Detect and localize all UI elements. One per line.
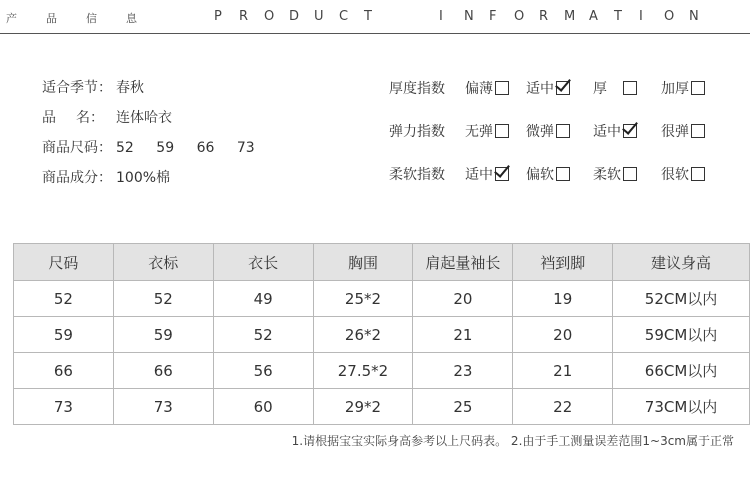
- table-cell: 60: [213, 389, 313, 425]
- table-cell: 25*2: [313, 281, 413, 317]
- header-en-char: T: [364, 9, 372, 24]
- material-label: 商品成分：: [42, 170, 112, 186]
- footnote: 1.请根据宝宝实际身高参考以上尺码表。 2.由于手工测量误差范围1~3cm属于正常: [291, 434, 734, 448]
- table-cell: 59: [113, 317, 213, 353]
- table-cell: 56: [213, 353, 313, 389]
- header-en-char: D: [289, 9, 300, 24]
- option-label: 适中: [593, 124, 621, 140]
- header-en-char: O: [514, 9, 525, 24]
- thickness-option: [526, 78, 570, 98]
- name-value: 连体哈衣: [116, 110, 172, 126]
- table-cell: 73: [14, 389, 114, 425]
- checkbox-icon: [623, 167, 637, 181]
- column-header: 建议身高: [613, 244, 750, 281]
- sizes-label: 商品尺码：: [42, 140, 112, 156]
- option-label: 偏薄: [465, 81, 493, 97]
- elasticity-title: 弹力指数: [389, 124, 445, 140]
- thickness-title: 厚度指数: [389, 81, 445, 97]
- name-label-part: 品: [42, 110, 56, 126]
- column-header: 衣标: [113, 244, 213, 281]
- table-cell: 66: [113, 353, 213, 389]
- table-cell: 25: [413, 389, 513, 425]
- checkbox-icon: [691, 81, 705, 95]
- size-value: 59: [156, 140, 175, 156]
- option-label: 柔软: [593, 167, 621, 183]
- header-en-char: P: [214, 9, 222, 24]
- table-cell: 59: [14, 317, 114, 353]
- table-header-row: [14, 244, 750, 281]
- sizes-list: [116, 138, 273, 168]
- checkbox-icon: [556, 167, 570, 181]
- header-en-char: F: [489, 9, 497, 24]
- size-value: 73: [236, 140, 255, 156]
- softness-title: 柔软指数: [389, 167, 445, 183]
- header-divider: [0, 33, 750, 34]
- option-label: 适中: [526, 81, 554, 97]
- checkbox-icon: [691, 124, 705, 138]
- header-en-char: A: [589, 9, 598, 24]
- season-label: 适合季节：: [42, 80, 112, 96]
- checkbox-icon: [691, 167, 705, 181]
- table-cell: 20: [413, 281, 513, 317]
- option-label: 适中: [465, 167, 493, 183]
- thickness-option: [661, 78, 705, 98]
- thickness-option: [593, 78, 637, 98]
- header-en-char: N: [464, 9, 474, 24]
- table-cell: 73CM以内: [613, 389, 750, 425]
- column-header: 肩起量袖长: [413, 244, 513, 281]
- size-chart-table: [13, 243, 750, 425]
- table-cell: 52: [113, 281, 213, 317]
- sizes-row: [42, 138, 273, 168]
- checkbox-icon: [495, 124, 509, 138]
- checkbox-icon: [495, 167, 509, 181]
- checkbox-icon: [556, 81, 570, 95]
- column-header: 胸围: [313, 244, 413, 281]
- softness-option: [526, 164, 570, 184]
- season-row: [42, 78, 273, 108]
- elasticity-option: [465, 121, 509, 141]
- option-label: 加厚: [661, 81, 689, 97]
- checkbox-icon: [556, 124, 570, 138]
- name-label-part: 名：: [76, 110, 104, 126]
- table-cell: 21: [513, 353, 613, 389]
- header-en-char: I: [639, 9, 643, 24]
- table-cell: 22: [513, 389, 613, 425]
- table-row: [14, 281, 750, 317]
- header-en-gap: [414, 9, 439, 24]
- option-label: 无弹: [465, 124, 493, 140]
- softness-option: [661, 164, 705, 184]
- option-label: 微弹: [526, 124, 554, 140]
- table-cell: 23: [413, 353, 513, 389]
- table-row: [14, 389, 750, 425]
- header-en-char: T: [614, 9, 622, 24]
- header-en-char: I: [439, 9, 443, 24]
- checkbox-icon: [623, 124, 637, 138]
- table-cell: 59CM以内: [613, 317, 750, 353]
- table-cell: 26*2: [313, 317, 413, 353]
- size-value: 66: [196, 140, 215, 156]
- header-en-title: [214, 9, 714, 24]
- header-en-char: R: [239, 9, 249, 24]
- elasticity-option: [661, 121, 705, 141]
- table-cell: 29*2: [313, 389, 413, 425]
- checkbox-icon: [495, 81, 509, 95]
- table-cell: 66CM以内: [613, 353, 750, 389]
- option-label: 厚: [593, 81, 607, 97]
- name-row: [42, 108, 273, 138]
- header-en-char: M: [564, 9, 576, 24]
- table-row: [14, 317, 750, 353]
- header-en-char: R: [539, 9, 549, 24]
- column-header: 裆到脚: [513, 244, 613, 281]
- column-header: 尺码: [14, 244, 114, 281]
- table-cell: 19: [513, 281, 613, 317]
- table-cell: 73: [113, 389, 213, 425]
- option-label: 很软: [661, 167, 689, 183]
- header-en-char: O: [664, 9, 675, 24]
- header-cn-char: 信: [86, 12, 97, 25]
- header-bar: [0, 0, 750, 36]
- table-cell: 52: [213, 317, 313, 353]
- header-cn-char: 品: [46, 12, 57, 25]
- thickness-option: [465, 78, 509, 98]
- material-row: [42, 168, 273, 198]
- table-cell: 20: [513, 317, 613, 353]
- option-label: 很弹: [661, 124, 689, 140]
- option-label: 偏软: [526, 167, 554, 183]
- checkbox-icon: [623, 81, 637, 95]
- table-cell: 21: [413, 317, 513, 353]
- name-label: [42, 108, 104, 138]
- header-cn-title: [6, 10, 137, 26]
- material-value: 100%棉: [116, 170, 171, 186]
- elasticity-option: [526, 121, 570, 141]
- size-value: 52: [116, 140, 134, 156]
- column-header: 衣长: [213, 244, 313, 281]
- season-value: 春秋: [116, 80, 144, 96]
- header-en-char: O: [264, 9, 275, 24]
- table-cell: 52: [14, 281, 114, 317]
- table-cell: 52CM以内: [613, 281, 750, 317]
- header-en-char: N: [689, 9, 699, 24]
- header-en-char: C: [339, 9, 349, 24]
- table-row: [14, 353, 750, 389]
- table-cell: 49: [213, 281, 313, 317]
- header-cn-char: 产: [6, 12, 17, 25]
- softness-option: [593, 164, 637, 184]
- elasticity-option: [593, 121, 637, 141]
- table-cell: 27.5*2: [313, 353, 413, 389]
- header-en-gap: [389, 9, 414, 24]
- softness-option: [465, 164, 509, 184]
- header-cn-char: 息: [126, 12, 137, 25]
- table-cell: 66: [14, 353, 114, 389]
- header-en-char: U: [314, 9, 324, 24]
- product-info: [42, 78, 273, 198]
